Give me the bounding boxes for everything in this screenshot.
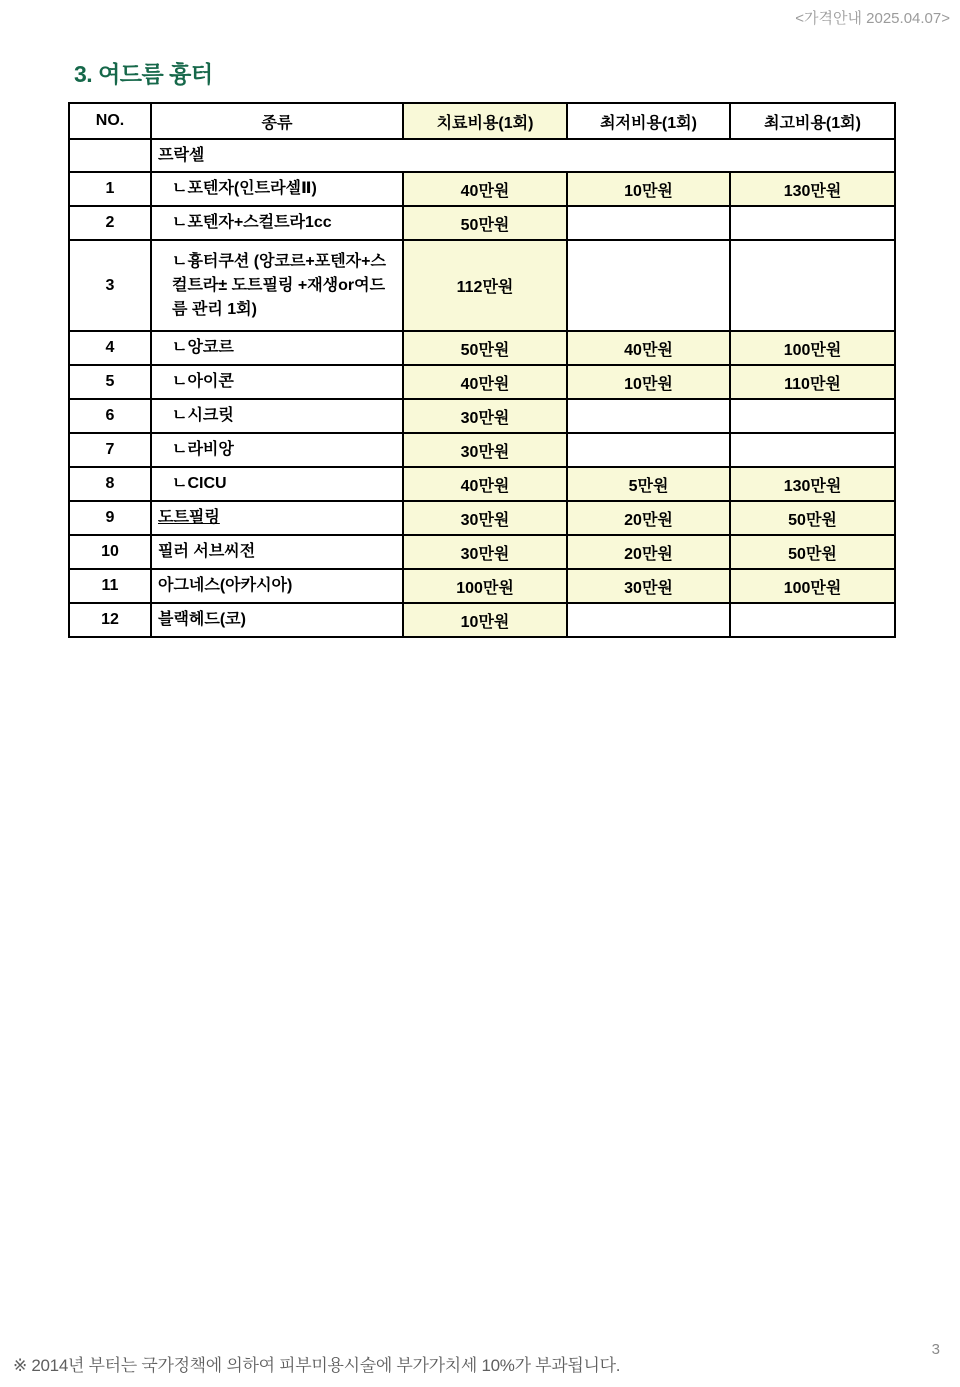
cell-min-cost: 5만원	[567, 467, 730, 501]
cell-type: ㄴ시크릿	[151, 399, 403, 433]
cell-type: 프락셀	[151, 139, 895, 172]
cell-treatment-cost: 40만원	[403, 172, 567, 206]
table-row	[69, 535, 895, 569]
cell-no: 10	[69, 535, 151, 569]
cell-max-cost	[730, 399, 895, 433]
vat-note: ※ 2014년 부터는 국가정책에 의하여 피부미용시술에 부가가치세 10%가 부과됩니다.	[13, 1356, 621, 1375]
cell-max-cost: 130만원	[730, 172, 895, 206]
price-table	[68, 102, 896, 638]
cell-max-cost: 100만원	[730, 331, 895, 365]
table-row	[69, 331, 895, 365]
cell-no: 12	[69, 603, 151, 637]
cell-treatment-cost: 40만원	[403, 467, 567, 501]
cell-type: ㄴ포텐자(인트라셀Ⅱ)	[151, 172, 403, 206]
cell-treatment-cost: 10만원	[403, 603, 567, 637]
cell-min-cost: 20만원	[567, 535, 730, 569]
cell-type: ㄴ아이콘	[151, 365, 403, 399]
cell-type: 필러 서브씨전	[151, 535, 403, 569]
cell-no: 1	[69, 172, 151, 206]
cell-no: 8	[69, 467, 151, 501]
cell-type: 도트필링	[151, 501, 403, 535]
col-header-min-cost: 최저비용(1회)	[567, 103, 730, 139]
cell-treatment-cost: 40만원	[403, 365, 567, 399]
cell-min-cost: 10만원	[567, 365, 730, 399]
cell-treatment-cost: 30만원	[403, 501, 567, 535]
table-row	[69, 501, 895, 535]
page-number: 3	[931, 1341, 940, 1358]
cell-treatment-cost: 112만원	[403, 240, 567, 331]
cell-min-cost: 20만원	[567, 501, 730, 535]
cell-min-cost: 10만원	[567, 172, 730, 206]
table-row	[69, 467, 895, 501]
cell-no: 11	[69, 569, 151, 603]
col-header-treatment-cost: 치료비용(1회)	[403, 103, 567, 139]
cell-type: 블랙헤드(코)	[151, 603, 403, 637]
cell-no: 9	[69, 501, 151, 535]
page-title: 3. 여드름 흉터	[74, 61, 213, 87]
cell-min-cost	[567, 433, 730, 467]
cell-no: 3	[69, 240, 151, 331]
cell-no: 5	[69, 365, 151, 399]
cell-treatment-cost: 100만원	[403, 569, 567, 603]
cell-type: ㄴ흉터쿠션 (앙코르+포텐자+스컬트라± 도트필링 +재생or여드름 관리 1회)	[151, 240, 403, 331]
cell-max-cost	[730, 206, 895, 240]
cell-max-cost: 110만원	[730, 365, 895, 399]
col-header-max-cost: 최고비용(1회)	[730, 103, 895, 139]
cell-max-cost	[730, 433, 895, 467]
price-table-body	[69, 139, 895, 637]
cell-no: 2	[69, 206, 151, 240]
table-row	[69, 603, 895, 637]
cell-type: ㄴCICU	[151, 467, 403, 501]
cell-min-cost	[567, 206, 730, 240]
cell-type: 아그네스(아카시아)	[151, 569, 403, 603]
cell-treatment-cost: 30만원	[403, 433, 567, 467]
cell-max-cost: 100만원	[730, 569, 895, 603]
cell-max-cost	[730, 603, 895, 637]
cell-min-cost	[567, 399, 730, 433]
price-notice-date: <가격안내 2025.04.07>	[795, 10, 950, 27]
cell-min-cost: 40만원	[567, 331, 730, 365]
cell-treatment-cost: 30만원	[403, 535, 567, 569]
cell-no	[69, 139, 151, 172]
header-row	[69, 103, 895, 139]
col-header-type: 종류	[151, 103, 403, 139]
cell-max-cost	[730, 240, 895, 331]
cell-max-cost: 50만원	[730, 535, 895, 569]
cell-no: 7	[69, 433, 151, 467]
table-row	[69, 240, 895, 331]
cell-max-cost: 130만원	[730, 467, 895, 501]
cell-max-cost: 50만원	[730, 501, 895, 535]
table-row	[69, 569, 895, 603]
table-row	[69, 433, 895, 467]
cell-treatment-cost: 30만원	[403, 399, 567, 433]
cell-min-cost	[567, 603, 730, 637]
table-row	[69, 172, 895, 206]
table-row	[69, 365, 895, 399]
cell-treatment-cost: 50만원	[403, 206, 567, 240]
col-header-no: NO.	[69, 103, 151, 139]
cell-min-cost	[567, 240, 730, 331]
cell-type: ㄴ라비앙	[151, 433, 403, 467]
table-row	[69, 206, 895, 240]
cell-min-cost: 30만원	[567, 569, 730, 603]
price-table-header	[69, 103, 895, 139]
cell-type: ㄴ포텐자+스컬트라1cc	[151, 206, 403, 240]
cell-no: 4	[69, 331, 151, 365]
table-row	[69, 139, 895, 172]
cell-type: ㄴ앙코르	[151, 331, 403, 365]
cell-treatment-cost: 50만원	[403, 331, 567, 365]
table-row	[69, 399, 895, 433]
cell-no: 6	[69, 399, 151, 433]
